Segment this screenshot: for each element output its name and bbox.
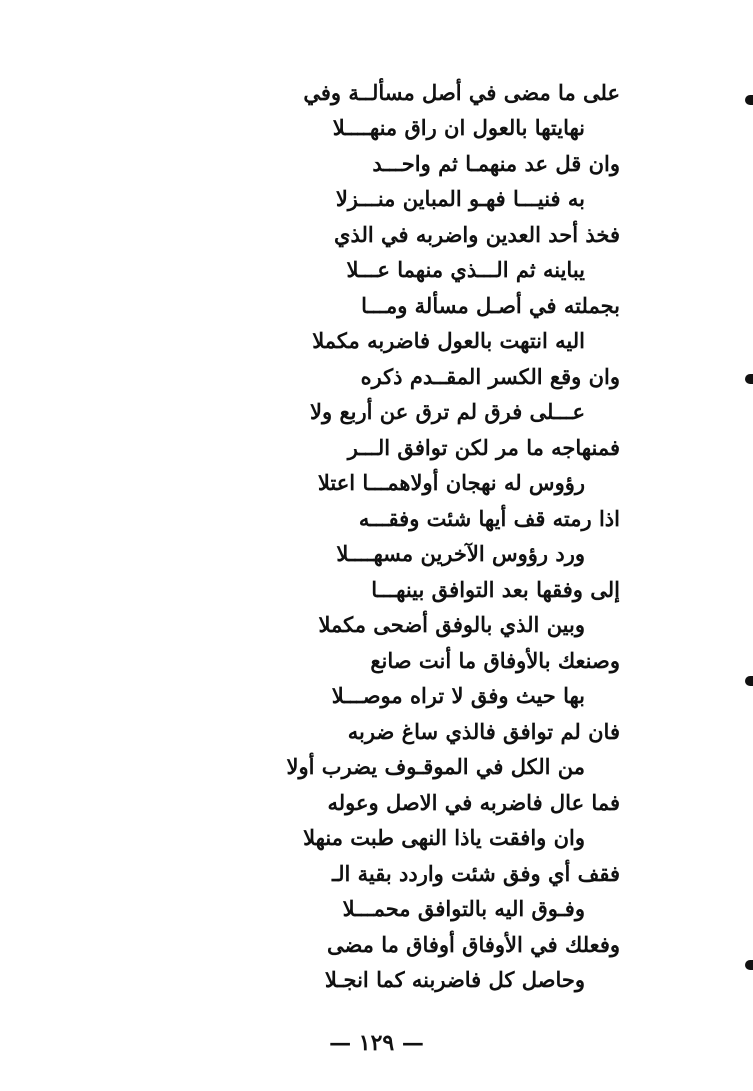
verse-line: إلى وفقها بعد التوافق بينهـــا bbox=[371, 577, 620, 602]
verse-line: فان لم توافق فالذي ساغ ضربه bbox=[347, 719, 620, 744]
verse-line: فمنهاجه ما مر لكن توافق الـــر bbox=[347, 435, 620, 460]
page-number: — ١٢٩ — bbox=[329, 1030, 424, 1056]
verse-line: فما عال فاضربه في الاصل وعوله bbox=[327, 790, 620, 815]
verse-line: عـــلى فرق لم ترق عن أربع ولا bbox=[310, 399, 585, 424]
left-edge-mark bbox=[745, 95, 753, 105]
verse-line: ورد رؤوس الآخرين مسهــــلا bbox=[336, 541, 585, 566]
verse-line: نهايتها بالعول ان راق منهــــلا bbox=[332, 115, 585, 140]
verse-line: فقف أي وفق شئت واردد بقية الـ bbox=[331, 861, 620, 886]
verse-line: بها حيث وفق لا تراه موصـــلا bbox=[331, 683, 585, 708]
verse-line: فخذ أحد العدين واضربه في الذي bbox=[334, 222, 620, 247]
verse-line: وبين الذي بالوفق أضحى مكملا bbox=[318, 612, 585, 637]
verse-line: وان وقع الكسر المقــدم ذكره bbox=[360, 364, 620, 389]
verse-line: رؤوس له نهجان أولاهمـــا اعتلا bbox=[317, 470, 585, 495]
verse-line: وصنعك بالأوفاق ما أنت صانع bbox=[370, 648, 620, 673]
verse-line: وان وافقت ياذا النهى طبت منهلا bbox=[303, 825, 585, 850]
verse-line: وحاصل كل فاضربنه كما انجـلا bbox=[324, 967, 585, 992]
verse-line: بجملته في أصـل مسألة ومـــا bbox=[361, 293, 620, 318]
left-edge-mark bbox=[745, 374, 753, 384]
verse-line: على ما مضى في أصل مسألــة وفي bbox=[303, 80, 620, 105]
left-edge-mark bbox=[745, 960, 753, 970]
verse-line: يباينه ثم الـــذي منهما عـــلا bbox=[346, 257, 585, 282]
verse-line: من الكل في الموقـوف يضرب أولا bbox=[286, 754, 585, 779]
verse-line: اليه انتهت بالعول فاضربه مكملا bbox=[312, 328, 585, 353]
verse-line: وفعلك في الأوفاق أوفاق ما مضى bbox=[326, 932, 620, 957]
left-edge-mark bbox=[745, 676, 753, 686]
verse-line: وفـوق اليه بالتوافق محمـــلا bbox=[342, 896, 585, 921]
verse-line: اذا رمته قف أيها شئت وفقـــه bbox=[358, 506, 620, 531]
verse-line: وان قل عد منهمـا ثم واحـــد bbox=[372, 151, 620, 176]
verse-line: به فنيـــا فهـو المباين منـــزلا bbox=[335, 186, 585, 211]
